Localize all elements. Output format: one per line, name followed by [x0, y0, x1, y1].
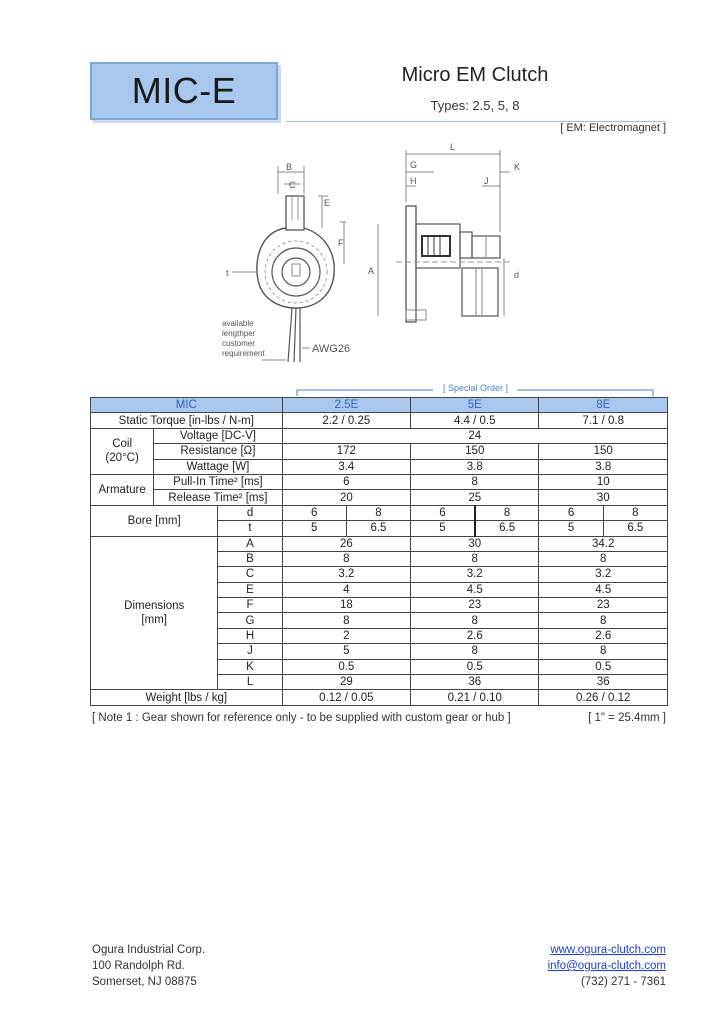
- group-dimensions-label: Dimensions: [124, 599, 185, 612]
- cell: 20: [282, 490, 410, 505]
- drawing-label-j: J: [484, 176, 489, 186]
- note-1: [ Note 1 : Gear shown for reference only - to be supplied with custom gear or hub ]: [92, 712, 511, 724]
- cell: 4.5: [539, 582, 668, 597]
- cell: 5: [282, 644, 410, 659]
- drawing-label-l: L: [450, 142, 456, 152]
- cell: 172: [282, 444, 410, 459]
- cell: 5: [539, 521, 603, 536]
- label-bore-d: d: [218, 505, 282, 520]
- cell: 30: [539, 490, 668, 505]
- cell: 8: [411, 551, 539, 566]
- cell: 4.5: [411, 582, 539, 597]
- group-dimensions: [91, 536, 218, 690]
- cell: 0.5: [539, 659, 668, 674]
- cell: 5: [282, 521, 346, 536]
- model-title: MIC-E: [131, 70, 237, 111]
- cell: 0.5: [282, 659, 410, 674]
- header-8e: 8E: [539, 398, 668, 413]
- cell: 8: [346, 505, 410, 520]
- cell: 8: [282, 613, 410, 628]
- cell: 0.21 / 0.10: [411, 690, 539, 705]
- spec-table: [90, 397, 668, 706]
- cell: 8: [539, 551, 668, 566]
- company-address: [92, 942, 205, 990]
- cell: 8: [411, 644, 539, 659]
- drawing-label-h: H: [410, 176, 417, 186]
- label-static-torque: Static Torque [in-lbs / N-m]: [91, 413, 283, 428]
- cell: 6: [282, 474, 410, 489]
- label-dim: J: [218, 644, 282, 659]
- drawing-label-e: E: [324, 198, 331, 208]
- cell: 36: [411, 675, 539, 690]
- label-dim: G: [218, 613, 282, 628]
- inch-conversion-note: [ 1" = 25.4mm ]: [588, 712, 666, 724]
- cell: 0.26 / 0.12: [539, 690, 668, 705]
- model-title-box: [90, 62, 278, 120]
- side-view: [378, 150, 510, 322]
- group-coil-label: Coil: [112, 438, 132, 451]
- address-line-1: 100 Randolph Rd.: [92, 960, 185, 972]
- drawing-label-b: B: [286, 162, 293, 172]
- group-dimensions-unit: [mm]: [141, 613, 167, 626]
- label-weight: Weight [lbs / kg]: [91, 690, 283, 705]
- contact-info: [500, 942, 666, 990]
- lead-note-4: requirement: [222, 349, 265, 358]
- label-dim: B: [218, 551, 282, 566]
- label-wattage: Wattage [W]: [154, 459, 282, 474]
- table-header-row: [91, 398, 668, 413]
- header-2-5e: 2.5E: [282, 398, 410, 413]
- drawing-label-awg26: AWG26: [312, 343, 351, 355]
- cell: 25: [411, 490, 539, 505]
- row-wattage: [91, 459, 668, 474]
- drawing-label-t: t: [226, 268, 229, 278]
- cell: 0.12 / 0.05: [282, 690, 410, 705]
- row-release: [91, 490, 668, 505]
- label-release: Release Time² [ms]: [154, 490, 282, 505]
- drawing-label-g: G: [410, 160, 418, 170]
- lead-note-1: available: [222, 319, 254, 328]
- cell: 3.2: [411, 567, 539, 582]
- drawing-label-c: C: [289, 180, 296, 190]
- drawing-label-a: A: [368, 266, 375, 276]
- cell: 150: [411, 444, 539, 459]
- cell: 8: [411, 613, 539, 628]
- cell: 6.5: [603, 521, 667, 536]
- clutch-drawing: [210, 140, 540, 370]
- group-coil: [91, 428, 154, 474]
- row-voltage: [91, 428, 668, 443]
- row-bore-d: [91, 505, 668, 520]
- cell: 8: [603, 505, 667, 520]
- cell: 2.6: [411, 628, 539, 643]
- cell: 34.2: [539, 536, 668, 551]
- lead-note-3: customer: [222, 339, 255, 348]
- cell: 4: [282, 582, 410, 597]
- label-dim: H: [218, 628, 282, 643]
- em-note: [ EM: Electromagnet ]: [560, 122, 666, 134]
- row-static-torque: [91, 413, 668, 428]
- cell: 7.1 / 0.8: [539, 413, 668, 428]
- cell: 23: [539, 598, 668, 613]
- label-dim: A: [218, 536, 282, 551]
- website-link[interactable]: www.ogura-clutch.com: [550, 944, 666, 956]
- cell: 5: [411, 521, 475, 536]
- cell: 6.5: [346, 521, 410, 536]
- cell: 0.5: [411, 659, 539, 674]
- label-dim: K: [218, 659, 282, 674]
- group-armature: Armature: [91, 474, 154, 505]
- cell: 2.6: [539, 628, 668, 643]
- lead-note-2: lengthper: [222, 329, 256, 338]
- drawing-label-d: d: [514, 270, 520, 280]
- group-coil-temp: (20°C): [105, 452, 139, 465]
- cell: 8: [539, 613, 668, 628]
- cell: 6: [282, 505, 346, 520]
- types-subtitle: Types: 2.5, 5, 8: [430, 98, 520, 113]
- row-pull-in: [91, 474, 668, 489]
- address-line-2: Somerset, NJ 08875: [92, 976, 197, 988]
- cell: 6: [539, 505, 603, 520]
- page-title: Micro EM Clutch: [401, 64, 549, 86]
- row-weight: [91, 690, 668, 705]
- cell: 23: [411, 598, 539, 613]
- cell: 8: [282, 551, 410, 566]
- label-dim: F: [218, 598, 282, 613]
- cell: 4.4 / 0.5: [411, 413, 539, 428]
- group-bore: Bore [mm]: [91, 505, 218, 536]
- drawing-label-f: F: [338, 238, 344, 248]
- phone-number: (732) 271 - 7361: [580, 976, 666, 988]
- row-resistance: [91, 444, 668, 459]
- label-voltage: Voltage [DC-V]: [154, 428, 282, 443]
- cell: 3.4: [282, 459, 410, 474]
- label-dim: E: [218, 582, 282, 597]
- cell: 3.2: [539, 567, 668, 582]
- header-5e: 5E: [411, 398, 539, 413]
- cell: 3.8: [411, 459, 539, 474]
- label-pull-in: Pull-In Time² [ms]: [154, 474, 282, 489]
- label-dim: L: [218, 675, 282, 690]
- cell: 18: [282, 598, 410, 613]
- label-resistance: Resistance [Ω]: [154, 444, 282, 459]
- email-link[interactable]: info@ogura-clutch.com: [547, 960, 666, 972]
- cell: 150: [539, 444, 668, 459]
- cell: 8: [411, 474, 539, 489]
- label-dim: C: [218, 567, 282, 582]
- cell: 36: [539, 675, 668, 690]
- row-dim-a: [91, 536, 668, 551]
- cell: 8: [475, 505, 539, 520]
- cell: 30: [411, 536, 539, 551]
- cell: 2: [282, 628, 410, 643]
- cell: 10: [539, 474, 668, 489]
- cell: 6: [411, 505, 475, 520]
- cell: 2.2 / 0.25: [282, 413, 410, 428]
- cell: 3.2: [282, 567, 410, 582]
- drawing-label-k: K: [514, 162, 521, 172]
- cell: 6.5: [475, 521, 539, 536]
- cell: 3.8: [539, 459, 668, 474]
- special-order-label: [ Special Order ]: [442, 383, 509, 393]
- cell: 26: [282, 536, 410, 551]
- cell: 29: [282, 675, 410, 690]
- header-mic: MIC: [91, 398, 283, 413]
- label-bore-t: t: [218, 521, 282, 536]
- cell: 8: [539, 644, 668, 659]
- cell: 24: [282, 428, 667, 443]
- company-name: Ogura Industrial Corp.: [92, 944, 206, 956]
